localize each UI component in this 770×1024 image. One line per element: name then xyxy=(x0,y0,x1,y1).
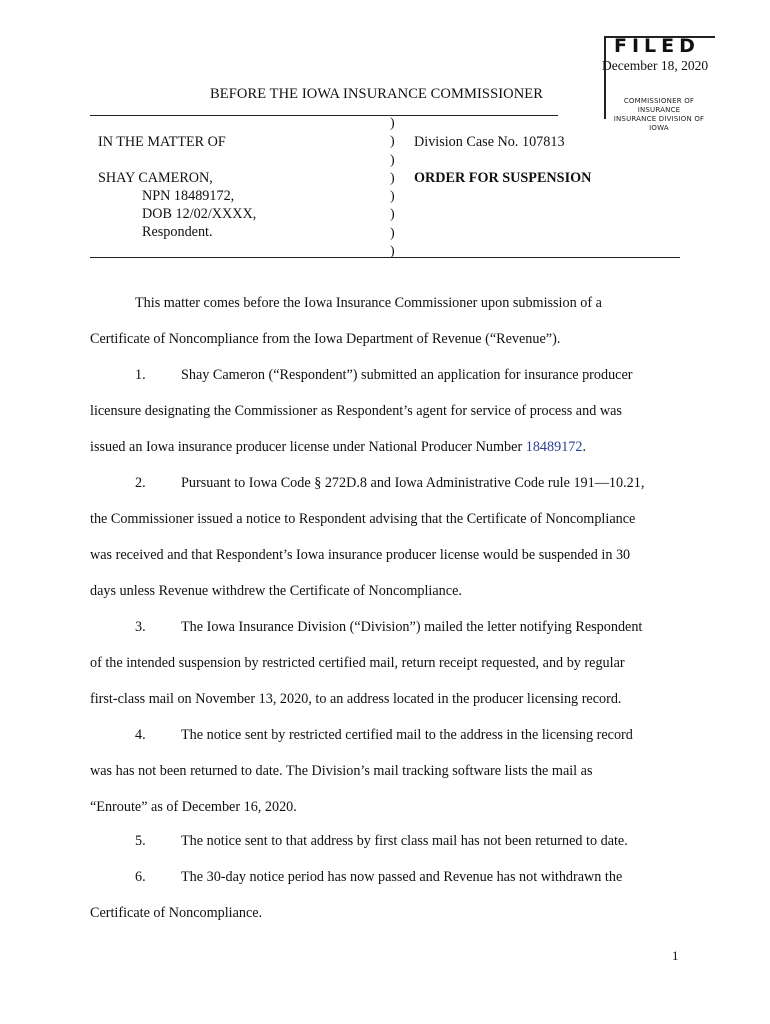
paragraph-2-line-1: Pursuant to Iowa Code § 272D.8 and Iowa Administrative Code rule 191—10.21, xyxy=(181,475,645,491)
document-title: BEFORE THE IOWA INSURANCE COMMISSIONER xyxy=(210,86,544,102)
paragraph-number-3: 3. xyxy=(135,619,146,635)
order-title: ORDER FOR SUSPENSION xyxy=(414,170,592,186)
caption-bottom-rule xyxy=(90,257,680,258)
paragraph-number-2: 2. xyxy=(135,475,146,491)
filed-stamp-agency xyxy=(604,97,714,133)
filed-stamp-date: December 18, 2020 xyxy=(602,58,709,73)
paragraph-6-line-2: Certificate of Noncompliance. xyxy=(90,905,263,921)
paragraph-4-line-1: The notice sent by restricted certified mail to the address in the licensing record xyxy=(181,727,633,743)
caption-parentheses: ) ) ) ) ) ) ) ) xyxy=(390,116,395,260)
paragraph-3-line-1: The Iowa Insurance Division (“Division”) mailed the letter notifying Respondent xyxy=(181,619,643,635)
respondent-name: SHAY CAMERON, xyxy=(98,170,213,186)
paragraph-3-line-2: of the intended suspension by restricted certified mail, return receipt requested, and by regular xyxy=(90,655,625,671)
paragraph-5-line-1: The notice sent to that address by first class mail has not been returned to date. xyxy=(181,833,628,849)
respondent-npn: NPN 18489172, xyxy=(142,188,235,204)
caption-top-rule xyxy=(90,115,558,116)
caption-matter: IN THE MATTER OF xyxy=(98,134,226,150)
paragraph-4-line-2: was has not been returned to date. The Division’s mail tracking software lists the mail as xyxy=(90,763,593,779)
case-number: Division Case No. 107813 xyxy=(414,134,565,150)
page-number: 1 xyxy=(672,948,679,963)
paragraph-number-5: 5. xyxy=(135,833,146,849)
paragraph-4-line-3: “Enroute” as of December 16, 2020. xyxy=(90,799,297,815)
producer-number-link[interactable]: 18489172 xyxy=(525,439,583,455)
filed-stamp-agency-line2: INSURANCE DIVISION OF IOWA xyxy=(613,115,705,132)
paragraph-6-line-1: The 30-day notice period has now passed and Revenue has not withdrawn the xyxy=(181,869,623,885)
paragraph-2-line-4: days unless Revenue withdrew the Certificate of Noncompliance. xyxy=(90,583,462,599)
paragraph-2-line-2: the Commissioner issued a notice to Respondent advising that the Certificate of Noncompliance xyxy=(90,511,636,527)
paragraph-number-6: 6. xyxy=(135,869,146,885)
paragraph-1-line-1: Shay Cameron (“Respondent”) submitted an application for insurance producer xyxy=(181,367,633,383)
filed-stamp-label: FILED xyxy=(614,35,700,57)
paragraph-number-4: 4. xyxy=(135,727,146,743)
paragraph-3-line-3: first-class mail on November 13, 2020, to an address located in the producer licensing record. xyxy=(90,691,622,707)
respondent-role: Respondent. xyxy=(142,224,213,240)
paragraph-1-line-3: issued an Iowa insurance producer license under National Producer Number 18489172. xyxy=(90,439,587,455)
paragraph-number-1: 1. xyxy=(135,367,146,383)
paragraph-1-line-2: licensure designating the Commissioner as Respondent’s agent for service of process and was xyxy=(90,403,622,419)
paragraph-2-line-3: was received and that Respondent’s Iowa insurance producer license would be suspended in 30 xyxy=(90,547,631,563)
intro-line-1: This matter comes before the Iowa Insurance Commissioner upon submission of a xyxy=(135,295,602,311)
intro-line-2: Certificate of Noncompliance from the Iowa Department of Revenue (“Revenue”). xyxy=(90,331,561,347)
respondent-dob: DOB 12/02/XXXX, xyxy=(142,206,257,222)
filed-stamp-agency-line1: COMMISSIONER OF INSURANCE xyxy=(623,97,695,114)
